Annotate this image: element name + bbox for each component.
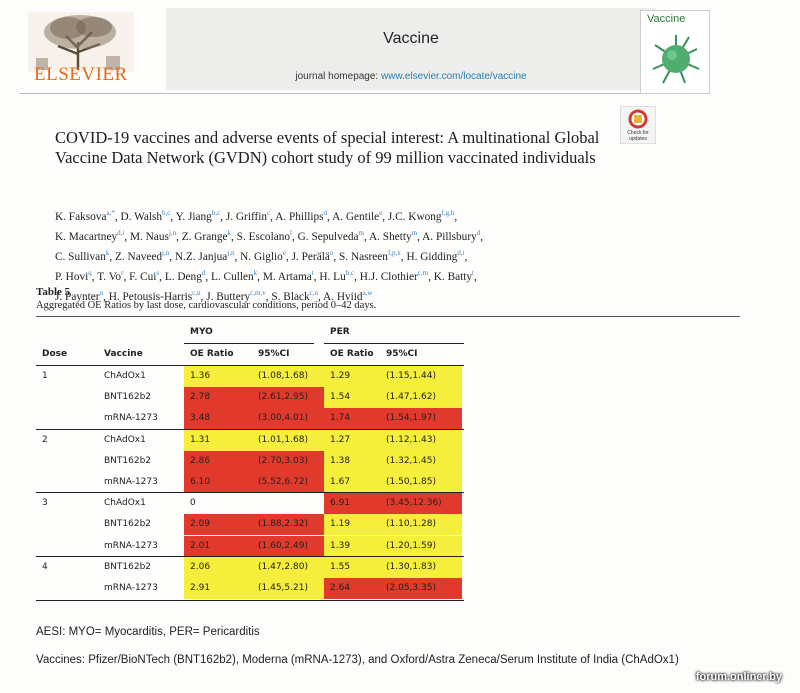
author-line [55, 245, 635, 265]
vaccine-cell: ChAdOx1 [104, 498, 146, 509]
homepage-link[interactable]: www.elsevier.com/locate/vaccine [381, 71, 527, 82]
author-name: , A. Phillips [270, 210, 324, 223]
author-line [55, 265, 635, 285]
journal-title: Vaccine [383, 30, 439, 47]
author-name: , N.Z. Janjua [169, 250, 228, 263]
author-name: , [474, 270, 477, 283]
check-for-updates-button[interactable] [620, 106, 656, 144]
per-ci-cell: (1.15,1.44) [380, 366, 462, 387]
author-name: C. Sullivan [55, 250, 106, 263]
author-name: , S. Black [265, 290, 310, 303]
myo-ci-cell: (1.45,5.21) [252, 578, 326, 599]
per-ci-cell: (1.12,1.43) [380, 430, 462, 451]
vaccine-cell: mRNA-1273 [104, 413, 158, 424]
myo-oe-cell: 2.09 [184, 514, 252, 535]
author-affiliation-marker[interactable]: e [282, 248, 286, 257]
author-affiliation-marker[interactable]: o [329, 248, 334, 257]
table-row [36, 430, 464, 451]
author-affiliation-marker[interactable]: a,* [106, 209, 115, 217]
check-updates-icon [620, 106, 656, 144]
group-header-myo: MYO [190, 327, 213, 337]
table-row [36, 493, 464, 514]
author-affiliation-marker[interactable]: c,u [192, 288, 201, 297]
author-affiliation-marker[interactable]: c,u [309, 288, 318, 297]
vaccine-cell: mRNA-1273 [104, 477, 158, 487]
vaccine-cell: ChAdOx1 [104, 371, 146, 381]
per-oe-cell: 1.55 [324, 557, 380, 578]
author-name: , F. Cui [123, 270, 157, 283]
table-subtitle: Aggregated OE Ratios by last dose, cardiovascular conditions, period 0–42 days. [36, 300, 377, 311]
per-ci-cell: (1.47,1.62) [380, 387, 462, 408]
check-updates-label-line2: updates [629, 136, 647, 142]
author-name: J. Paynter [55, 290, 100, 303]
author-name: , D. Walsh [114, 210, 163, 223]
author-name: , G. Sepulveda [291, 230, 359, 243]
author-name: P. Hovi [55, 270, 89, 283]
vaccines-note: Vaccines: Pfizer/BioNTech (BNT162b2), Moderna (mRNA-1273), and Oxford/Astra Zeneca/Serum Institute of India (ChAdOx1) [36, 654, 679, 666]
author-name: , L. Cullen [205, 270, 254, 283]
author-affiliation-marker[interactable]: l [290, 228, 292, 237]
author-name: , [454, 210, 458, 223]
table-bottom-rule [36, 600, 464, 601]
col-header-vaccine: Vaccine [104, 349, 143, 359]
author-affiliation-marker[interactable]: r [121, 268, 124, 277]
author-affiliation-marker[interactable]: b,c [162, 209, 171, 217]
author-name: , J. Perälä [285, 250, 330, 263]
table-top-rule [36, 316, 740, 317]
per-oe-cell: 2.64 [324, 578, 380, 599]
author-affiliation-marker[interactable]: m [358, 228, 364, 237]
author-affiliation-marker[interactable]: d,i [457, 248, 465, 257]
author-name: , L. Deng [159, 270, 202, 283]
vaccine-cell: mRNA-1273 [104, 583, 158, 593]
author-name: , Y. Jiang [170, 210, 212, 223]
table-row [36, 387, 464, 408]
col-header-per-oe: OE Ratio [330, 349, 374, 359]
author-affiliation-marker[interactable]: q [88, 268, 92, 277]
author-affiliation-marker[interactable]: j,n [227, 248, 235, 257]
per-ci-cell: (1.10,1.28) [380, 514, 462, 535]
elsevier-tree-icon [28, 12, 134, 72]
author-affiliation-marker[interactable]: f,p,x [387, 248, 401, 257]
per-ci-cell: (1.54,1.97) [380, 408, 462, 429]
per-oe-cell: 1.38 [324, 451, 380, 472]
dose-cell: 2 [42, 434, 48, 445]
elsevier-logo [28, 12, 134, 90]
author-affiliation-marker[interactable]: u [99, 288, 104, 297]
per-ci-cell: (1.50,1.85) [380, 472, 462, 493]
myo-ci-cell: (2.70,3.03) [252, 451, 326, 472]
per-oe-cell: 1.74 [324, 408, 380, 429]
per-oe-cell: 1.39 [324, 536, 380, 557]
author-list [55, 205, 635, 305]
author-affiliation-marker[interactable]: e [379, 209, 383, 217]
myo-oe-cell: 2.86 [184, 451, 252, 472]
journal-title-box [166, 8, 656, 90]
article-title: COVID-19 vaccines and adverse events of special interest: A multinational Global Vaccine Data Network (GVDN) cohort study of 99 million vaccinated individuals [55, 128, 600, 167]
per-ci-cell: (1.32,1.45) [380, 451, 462, 472]
author-name: , S. Nasreen [333, 250, 388, 263]
journal-header [20, 8, 692, 94]
myo-oe-cell: 2.78 [184, 387, 252, 408]
author-name: K. Faksova [55, 210, 107, 223]
author-name: , [480, 230, 484, 243]
author-name: , H. Petousis-Harris [103, 290, 193, 303]
author-affiliation-marker[interactable]: d [476, 228, 481, 237]
table-group-header-row [36, 322, 464, 343]
col-header-myo-oe: OE Ratio [190, 349, 234, 359]
author-affiliation-marker[interactable]: b,c [345, 268, 355, 277]
table-row [36, 408, 464, 429]
myo-oe-cell: 1.31 [184, 430, 252, 451]
author-affiliation-marker[interactable]: k [227, 228, 232, 237]
author-affiliation-marker[interactable]: t [472, 268, 474, 277]
author-name: , T. Vo [91, 270, 122, 283]
vaccine-cell: mRNA-1273 [104, 540, 158, 551]
author-name: , N. Giglio [234, 250, 283, 263]
myo-oe-cell: 2.01 [184, 536, 252, 557]
author-name: , J.C. Kwong [382, 210, 442, 223]
author-affiliation-marker[interactable]: c [267, 209, 271, 217]
author-name: , A. Shetty [363, 230, 412, 243]
author-name: K. Macartney [55, 230, 118, 243]
author-name: , Z. Grange [176, 230, 228, 243]
author-affiliation-marker[interactable]: j,n [168, 228, 177, 237]
author-affiliation-marker[interactable]: d [201, 268, 206, 277]
col-header-dose: Dose [42, 349, 68, 359]
myo-ci-cell: (5.52,6.72) [252, 472, 326, 493]
check-updates-label-line1: Check for [627, 130, 649, 136]
myo-ci-cell [252, 493, 326, 514]
myo-ci-cell: (1.47,2.80) [252, 557, 326, 578]
author-name: , H.J. Clothier [354, 270, 418, 283]
journal-cover [640, 10, 710, 94]
per-ci-cell: (3.45,12.36) [380, 493, 462, 514]
table-row [36, 366, 464, 387]
per-oe-cell: 1.19 [324, 514, 380, 535]
virus-icon [649, 29, 703, 87]
myo-oe-cell: 1.36 [184, 366, 252, 387]
homepage-label: journal homepage: [295, 71, 379, 82]
author-name: , M. Artama [257, 270, 312, 283]
per-oe-cell: 1.27 [324, 430, 380, 451]
author-name: , S. Escolano [231, 230, 291, 243]
author-affiliation-marker[interactable]: t [311, 268, 314, 277]
per-oe-cell: 1.29 [324, 366, 380, 387]
table-row [36, 451, 464, 472]
myo-ci-cell: (1.60,2.49) [252, 536, 326, 557]
author-affiliation-marker[interactable]: s [156, 268, 160, 277]
dose-cell: 3 [42, 498, 48, 509]
col-header-myo-ci: 95%CI [258, 349, 290, 359]
journal-homepage [166, 71, 656, 82]
author-affiliation-marker[interactable]: c,m [417, 268, 429, 277]
author-line [55, 205, 635, 225]
author-name: , [464, 250, 468, 263]
per-ci-cell: (2.05,3.35) [380, 578, 462, 599]
per-ci-cell: (1.30,1.83) [380, 557, 462, 578]
author-affiliation-marker[interactable]: b,c [211, 209, 221, 217]
author-affiliation-marker[interactable]: f,g,h [441, 209, 455, 217]
author-affiliation-marker[interactable]: m [411, 228, 418, 237]
author-line [55, 225, 635, 245]
vaccine-cell: ChAdOx1 [104, 434, 146, 445]
myo-ci-cell: (1.01,1.68) [252, 430, 326, 451]
table-row [36, 557, 464, 578]
author-affiliation-marker[interactable]: a,w [362, 288, 373, 297]
author-name: , K. Batty [428, 270, 473, 283]
table-row [36, 514, 464, 535]
myo-ci-cell: (3.00,4.01) [252, 408, 326, 429]
myo-ci-cell: (1.88,2.32) [252, 514, 326, 535]
author-affiliation-marker[interactable]: k [105, 248, 110, 257]
vaccine-cell: BNT162b2 [104, 455, 152, 466]
watermark: forum.onliner.by [695, 671, 782, 683]
author-name: , H. Gidding [400, 250, 458, 263]
myo-oe-cell: 3.48 [184, 408, 252, 429]
per-oe-cell: 6.91 [324, 493, 380, 514]
per-oe-cell: 1.67 [324, 472, 380, 493]
col-header-per-ci: 95%CI [386, 349, 418, 359]
author-affiliation-marker[interactable]: j,n [162, 248, 170, 257]
group-header-per: PER [330, 327, 350, 337]
author-name: , Z. Naveed [109, 250, 163, 263]
cover-title: Vaccine [647, 13, 686, 25]
aesi-note: AESI: MYO= Myocarditis, PER= Pericarditis [36, 626, 260, 638]
per-oe-cell: 1.54 [324, 387, 380, 408]
table-row [36, 536, 464, 557]
author-affiliation-marker[interactable]: d [323, 209, 328, 217]
myo-ci-cell: (1.08,1.68) [252, 366, 326, 387]
myo-oe-cell: 0 [190, 498, 196, 509]
table-row [36, 578, 464, 599]
author-name: , A. Pillsbury [417, 230, 477, 243]
myo-oe-cell: 6.10 [184, 472, 252, 493]
dose-cell: 4 [42, 561, 48, 572]
dose-cell: 1 [42, 371, 48, 381]
vaccine-cell: BNT162b2 [104, 561, 152, 572]
myo-oe-cell: 2.91 [184, 578, 252, 599]
author-name: , J. Griffin [220, 210, 268, 223]
author-affiliation-marker[interactable]: c,m,v [250, 288, 266, 297]
table-column-header-row [36, 344, 464, 365]
author-name: , A. Gentile [327, 210, 380, 223]
author-affiliation-marker[interactable]: k [253, 268, 258, 277]
table-caption: Table 5 [36, 286, 71, 298]
author-name: , J. Buttery [200, 290, 251, 303]
author-name: , M. Naus [124, 230, 169, 243]
per-ci-cell: (1.20,1.59) [380, 536, 462, 557]
author-affiliation-marker[interactable]: d,i [117, 228, 125, 237]
publisher-name: ELSEVIER [34, 64, 128, 85]
author-name: , A. Hviid [318, 290, 363, 303]
myo-oe-cell: 2.06 [184, 557, 252, 578]
table-row [36, 472, 464, 493]
vaccine-cell: BNT162b2 [104, 519, 152, 530]
myo-ci-cell: (2.61,2.95) [252, 387, 326, 408]
vaccine-cell: BNT162b2 [104, 392, 152, 403]
author-name: , H. Lu [313, 270, 346, 283]
